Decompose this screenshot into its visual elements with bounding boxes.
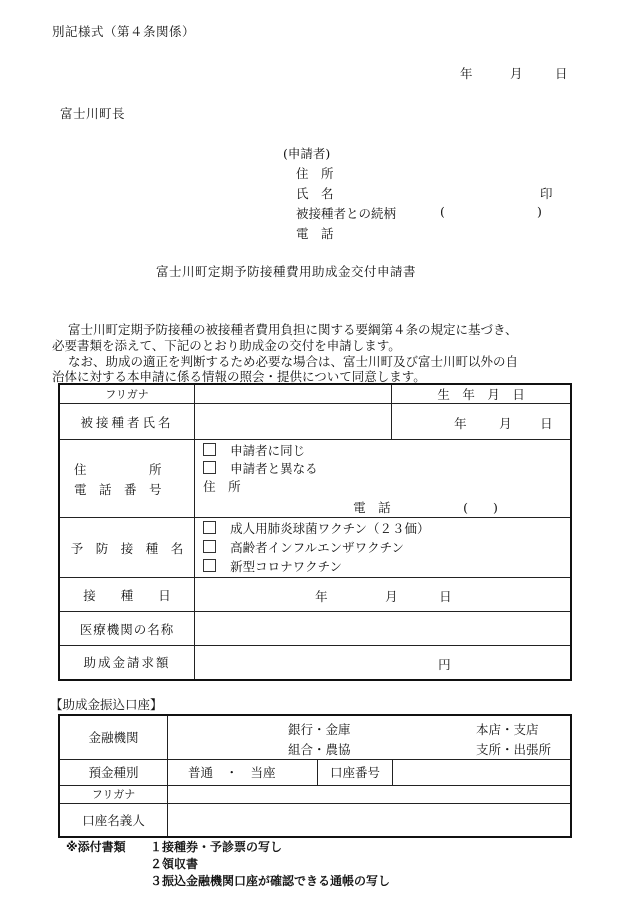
- alt-phone-label: 電 話: [353, 500, 391, 515]
- bank-section-title: 【助成金振込口座】: [50, 697, 163, 712]
- patient-name-label: 被接種者氏名: [59, 404, 195, 440]
- form-id: 別記様式（第４条関係）: [52, 24, 196, 39]
- vaccination-month: 月: [385, 589, 398, 604]
- vaccine-option-label: 高齢者インフルエンザワクチン: [230, 540, 404, 555]
- vaccine-option[interactable]: [203, 557, 342, 575]
- body-line-4: 治体に対する本申請に係る情報の照会・提供について同意します。: [52, 369, 426, 384]
- furigana-field[interactable]: [195, 384, 392, 404]
- checkbox-icon[interactable]: [203, 540, 216, 553]
- account-holder-label: 口座名義人: [59, 803, 168, 837]
- vaccine-label: 予 防 接 種 名: [59, 518, 195, 578]
- vaccine-options: [195, 518, 571, 578]
- amount-unit: 円: [438, 657, 451, 672]
- option-same-label: 申請者に同じ: [230, 443, 306, 458]
- checkbox-icon[interactable]: [203, 461, 216, 474]
- vaccine-option-label: 新型コロナワクチン: [230, 559, 342, 574]
- deposit-type-label: 預金種別: [59, 759, 168, 785]
- bank-furigana-field[interactable]: [168, 785, 571, 803]
- bank-furigana-label: フリガナ: [59, 785, 168, 803]
- birth-month: 月: [499, 416, 512, 431]
- attachments-label: ※添付書類: [66, 840, 126, 854]
- vaccination-year: 年: [315, 589, 328, 604]
- bank-types-2: 組合・農協: [288, 742, 351, 757]
- body-line-3: なお、助成の適正を判断するため必要な場合は、富士川町及び富士川町以外の自: [68, 354, 519, 369]
- bank-table: [58, 714, 572, 838]
- form-title: 富士川町定期予防接種費用助成金交付申請書: [156, 264, 417, 279]
- patient-name-field[interactable]: [195, 404, 392, 440]
- applicant-address-label: 住 所: [296, 166, 334, 181]
- alt-phone-paren: ( ): [463, 500, 498, 515]
- seal-mark: 印: [540, 186, 553, 201]
- institution-label: 医療機関の名称: [59, 612, 195, 646]
- addressee: 富士川町長: [60, 106, 126, 121]
- vaccine-option[interactable]: [203, 538, 404, 556]
- checkbox-icon[interactable]: [203, 443, 216, 456]
- alt-address-label: 住 所: [203, 479, 241, 494]
- checkbox-icon[interactable]: [203, 521, 216, 534]
- relation-paren-close: ): [537, 204, 542, 219]
- bank-types-1: 銀行・金庫: [288, 722, 351, 737]
- address-phone-label: [59, 440, 195, 518]
- date-day: 日: [555, 66, 568, 81]
- applicant-phone-label: 電 話: [296, 226, 334, 241]
- applicant-name-label: 氏 名: [296, 186, 334, 201]
- deposit-type-options[interactable]: 普通 ・ 当座: [168, 759, 318, 785]
- date-month: 月: [510, 66, 523, 81]
- institution-field[interactable]: [195, 612, 571, 646]
- birthdate-field[interactable]: [392, 404, 571, 440]
- birthdate-label: 生 年 月 日: [392, 384, 571, 404]
- birth-day: 日: [540, 416, 553, 431]
- option-different[interactable]: [203, 459, 318, 477]
- vaccine-option-label: 成人用肺炎球菌ワクチン（２３価）: [230, 521, 430, 536]
- birth-year: 年: [454, 416, 467, 431]
- account-holder-field[interactable]: [168, 803, 571, 837]
- amount-label: 助成金請求額: [59, 646, 195, 680]
- applicant-relation-label: 被接種者との続柄: [296, 206, 397, 221]
- bank-institution-field[interactable]: [168, 715, 571, 759]
- address-label: 住 所: [74, 462, 162, 477]
- vaccination-date-label: 接 種 日: [59, 578, 195, 612]
- branch-types-1: 本店・支店: [476, 722, 539, 737]
- branch-types-2: 支所・出張所: [476, 742, 552, 757]
- option-different-label: 申請者と異なる: [230, 461, 318, 476]
- vaccination-day: 日: [439, 589, 452, 604]
- account-number-label: 口座番号: [317, 759, 393, 785]
- account-number-field[interactable]: [393, 759, 571, 785]
- vaccine-option[interactable]: [203, 519, 429, 537]
- applicant-title: (申請者): [283, 146, 331, 161]
- bank-institution-label: 金融機関: [59, 715, 168, 759]
- attachment-item: ２領収書: [150, 857, 199, 871]
- body-line-1: 富士川町定期予防接種の被接種者費用負担に関する要綱第４条の規定に基づき、: [68, 322, 518, 337]
- body-line-2: 必要書類を添えて、下記のとおり助成金の交付を申請します。: [52, 338, 401, 353]
- furigana-label: フリガナ: [59, 384, 195, 404]
- attachment-item: １接種券・予診票の写し: [150, 840, 283, 854]
- vaccination-date-field[interactable]: [195, 578, 571, 612]
- option-same[interactable]: [203, 441, 305, 459]
- relation-paren-open: (: [440, 204, 445, 219]
- checkbox-icon[interactable]: [203, 559, 216, 572]
- phone-label: 電 話 番 号: [74, 482, 162, 497]
- application-table: [58, 383, 572, 681]
- address-phone-field[interactable]: [195, 440, 571, 518]
- date-year: 年: [460, 66, 473, 81]
- attachment-item: ３振込金融機関口座が確認できる通帳の写し: [150, 874, 391, 888]
- amount-field[interactable]: [195, 646, 571, 680]
